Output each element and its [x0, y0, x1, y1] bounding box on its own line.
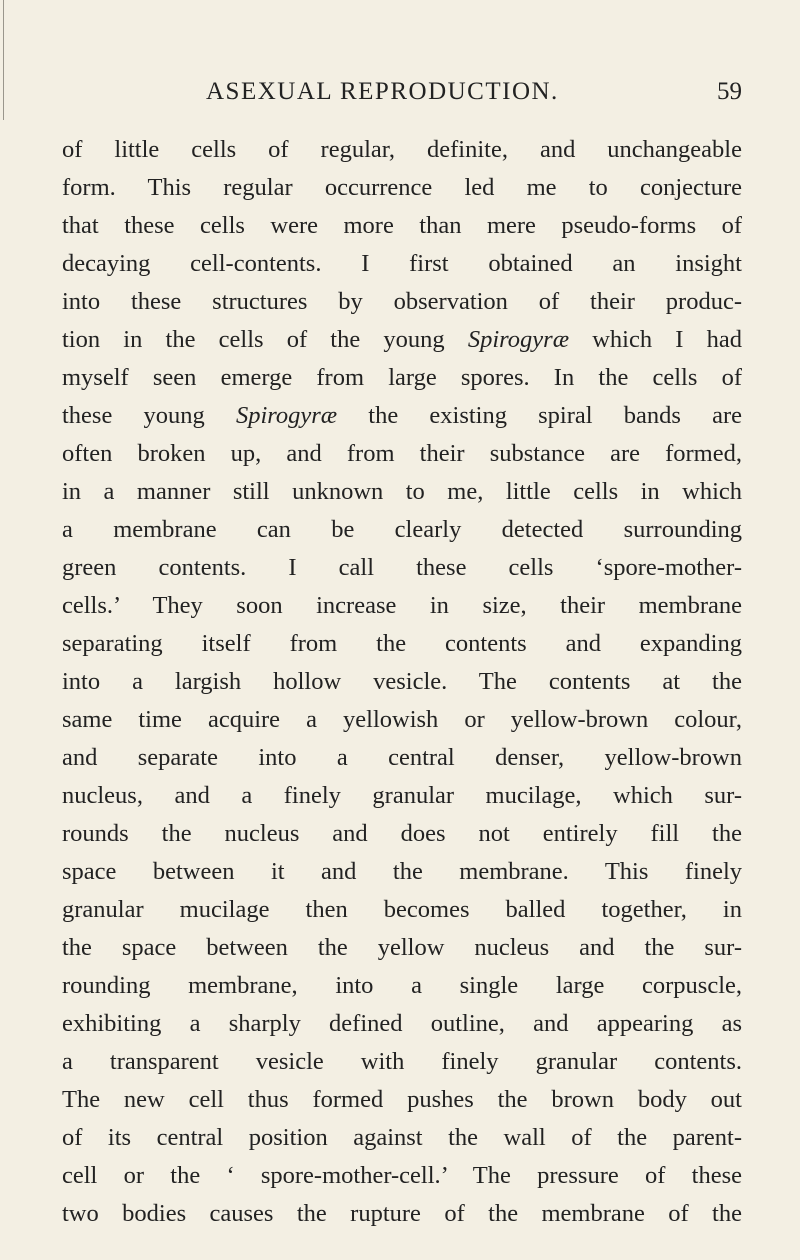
text-line: same time acquire a yellowish or yellow-brown colour, — [62, 706, 742, 733]
text-line: rounding membrane, into a single large corpuscle, — [62, 972, 742, 999]
text-line — [62, 321, 742, 359]
page-edge-line — [3, 0, 4, 120]
text-line: of its central position against the wall of the parent- — [62, 1124, 742, 1151]
text-line: form. This regular occurrence led me to conjecture — [62, 174, 742, 201]
text-line: exhibiting a sharply defined outline, and appearing as — [62, 1010, 742, 1037]
text-line: into these structures by observation of their produc- — [62, 288, 742, 315]
text-line: into a largish hollow vesicle. The contents at the — [62, 668, 742, 695]
page-header — [62, 78, 742, 112]
text-line: the space between the yellow nucleus and the sur- — [62, 934, 742, 961]
text-line: two bodies causes the rupture of the membrane of the — [62, 1200, 742, 1227]
text-line: and separate into a central denser, yellow-brown — [62, 744, 742, 771]
text-segment: the existing spiral bands are — [337, 402, 742, 429]
text-line: nucleus, and a finely granular mucilage, which sur- — [62, 782, 742, 809]
text-line: space between it and the membrane. This finely — [62, 858, 742, 885]
text-line: separating itself from the contents and expanding — [62, 630, 742, 657]
text-line: cells.’ They soon increase in size, their membrane — [62, 592, 742, 619]
text-line: granular mucilage then becomes balled together, in — [62, 896, 742, 923]
text-line: often broken up, and from their substance are formed, — [62, 440, 742, 467]
text-line: in a manner still unknown to me, little cells in which — [62, 478, 742, 505]
text-line: a transparent vesicle with finely granular contents. — [62, 1048, 742, 1075]
text-line — [62, 397, 742, 435]
text-segment: tion in the cells of the young — [62, 326, 468, 353]
text-line: green contents. I call these cells ‘spore-mother- — [62, 554, 742, 581]
text-segment: which I had — [569, 326, 742, 353]
body-text — [62, 131, 742, 1233]
page-number: 59 — [717, 78, 742, 105]
text-line: cell or the ‘ spore-mother-cell.’ The pressure of these — [62, 1162, 742, 1189]
text-line: a membrane can be clearly detected surrounding — [62, 516, 742, 543]
text-line: that these cells were more than mere pseudo-forms of — [62, 212, 742, 239]
text-line: decaying cell-contents. I first obtained an insight — [62, 250, 742, 277]
text-line: The new cell thus formed pushes the brown body out — [62, 1086, 742, 1113]
text-line: of little cells of regular, definite, and unchangeable — [62, 136, 742, 163]
text-line: myself seen emerge from large spores. In the cells of — [62, 364, 742, 391]
italic-term: Spirogyræ — [467, 326, 570, 353]
text-segment: these young — [62, 402, 236, 429]
italic-term: Spirogyræ — [235, 402, 338, 429]
text-line: rounds the nucleus and does not entirely fill the — [62, 820, 742, 847]
running-head: ASEXUAL REPRODUCTION. — [206, 78, 559, 105]
